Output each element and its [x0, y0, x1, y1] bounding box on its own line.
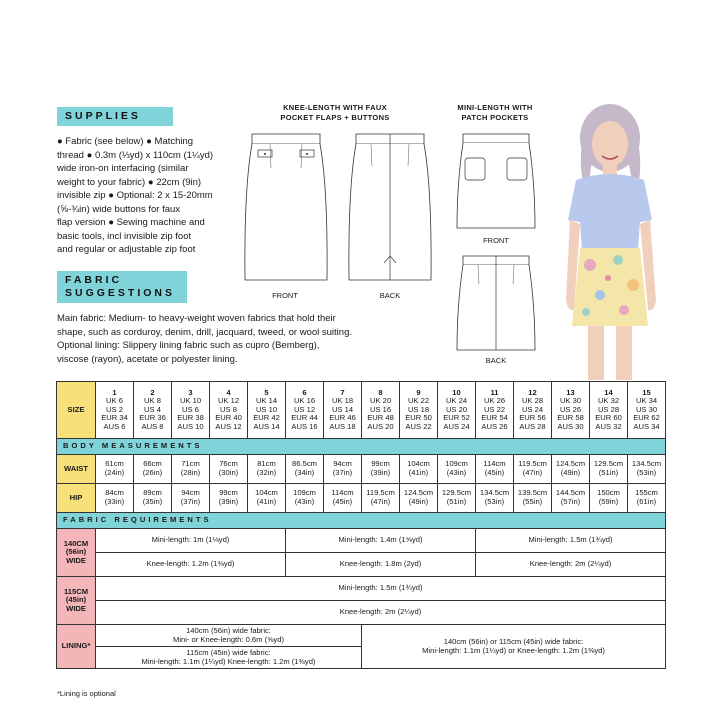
- knee-length-title: KNEE-LENGTH WITH FAUX POCKET FLAPS + BUTTONS: [280, 103, 390, 122]
- size-chart: [56, 381, 666, 669]
- waist-cell: 81cm (32in): [248, 455, 286, 484]
- w140-knee-1: Knee-length: 1.2m (1⅜yd): [96, 553, 286, 577]
- width-140-label: 140CM (56in) WIDE: [57, 529, 96, 577]
- lining-label: LINING*: [57, 625, 96, 669]
- size-label: SIZE: [57, 382, 96, 439]
- hip-cell: 144.5cm (57in): [552, 484, 590, 513]
- waist-cell: 129.5cm (51in): [590, 455, 628, 484]
- waist-cell: 61cm (24in): [96, 455, 134, 484]
- size-cell: 13 UK 30 US 26 EUR 58 AUS 30: [552, 382, 590, 439]
- waist-cell: 124.5cm (49in): [552, 455, 590, 484]
- hip-cell: 129.5cm (51in): [438, 484, 476, 513]
- waist-cell: 109cm (43in): [438, 455, 476, 484]
- waist-cell: 71cm (28in): [172, 455, 210, 484]
- size-cell: 9 UK 22 US 18 EUR 50 AUS 22: [400, 382, 438, 439]
- hip-cell: 119.5cm (47in): [362, 484, 400, 513]
- knee-front-label: FRONT: [272, 291, 298, 300]
- lining-all: 140cm (56in) or 115cm (45in) wide fabric: Mini-length: 1.1m (1¼yd) or Knee-length: 1.2m (1⅜yd): [362, 625, 666, 669]
- hip-cell: 139.5cm (55in): [514, 484, 552, 513]
- knee-back-sketch: [344, 128, 436, 288]
- hip-cell: 114cm (45in): [324, 484, 362, 513]
- hip-cell: 134.5cm (53in): [476, 484, 514, 513]
- w140-mini-3: Mini-length: 1.5m (1¾yd): [476, 529, 666, 553]
- hip-cell: 150cm (59in): [590, 484, 628, 513]
- mini-back-label: BACK: [485, 356, 507, 365]
- knee-back-label: BACK: [379, 291, 401, 300]
- size-cell: 2 UK 8 US 4 EUR 36 AUS 8: [134, 382, 172, 439]
- lining-115: 115cm (45in) wide fabric: Mini-length: 1.1m (1¼yd) Knee-length: 1.2m (1⅜yd): [96, 647, 362, 669]
- waist-cell: 104cm (41in): [400, 455, 438, 484]
- lining-140: 140cm (56in) wide fabric: Mini- or Knee-length: 0.6m (⅝yd): [96, 625, 362, 647]
- waist-cell: 66cm (26in): [134, 455, 172, 484]
- waist-cell: 94cm (37in): [324, 455, 362, 484]
- size-cell: 1 UK 6 US 2 EUR 34 AUS 6: [96, 382, 134, 439]
- waist-cell: 134.5cm (53in): [628, 455, 666, 484]
- w115-knee: Knee-length: 2m (2¼yd): [96, 601, 666, 625]
- size-cell: 5 UK 14 US 10 EUR 42 AUS 14: [248, 382, 286, 439]
- size-cell: 14 UK 32 US 28 EUR 60 AUS 32: [590, 382, 628, 439]
- hip-row: [57, 484, 666, 513]
- size-cell: 7 UK 18 US 14 EUR 46 AUS 18: [324, 382, 362, 439]
- hip-cell: 124.5cm (49in): [400, 484, 438, 513]
- mini-front-label: FRONT: [483, 236, 509, 245]
- waist-cell: 86.5cm (34in): [286, 455, 324, 484]
- knee-front-sketch: [240, 128, 332, 288]
- w140-mini-1: Mini-length: 1m (1⅛yd): [96, 529, 286, 553]
- w140-knee-3: Knee-length: 2m (2¼yd): [476, 553, 666, 577]
- mini-back-sketch: [451, 250, 541, 354]
- size-cell: 4 UK 12 US 8 EUR 40 AUS 12: [210, 382, 248, 439]
- size-cell: 6 UK 16 US 12 EUR 44 AUS 16: [286, 382, 324, 439]
- fabric-suggestions-heading: FABRIC SUGGESTIONS: [57, 271, 187, 303]
- hip-cell: 94cm (37in): [172, 484, 210, 513]
- body-measurements-heading: BODY MEASUREMENTS: [57, 439, 666, 455]
- waist-cell: 76cm (30in): [210, 455, 248, 484]
- size-cell: 12 UK 28 US 24 EUR 56 AUS 28: [514, 382, 552, 439]
- size-cell: 10 UK 24 US 20 EUR 52 AUS 24: [438, 382, 476, 439]
- model-photo: [548, 100, 678, 380]
- waist-cell: 119.5cm (47in): [514, 455, 552, 484]
- size-cell: 15 UK 34 US 30 EUR 62 AUS 34: [628, 382, 666, 439]
- size-cell: 3 UK 10 US 6 EUR 38 AUS 10: [172, 382, 210, 439]
- supplies-text: ● Fabric (see below) ● Matching thread ● 0.3m (⅓yd) x 110cm (1¼yd) wide iron-on interfacing (similar weight to your fabric) ● 22cm (9in) invisible zip ● Optional: 2 x 15-20mm (⅝-¾in) wide buttons for faux flap version ● Sewing machine and basic tools, incl invisible zip foot and regular or adjustable zip foot: [57, 136, 214, 255]
- hip-cell: 104cm (41in): [248, 484, 286, 513]
- width-115-label: 115CM (45in) WIDE: [57, 577, 96, 625]
- hip-cell: 89cm (35in): [134, 484, 172, 513]
- waist-cell: 99cm (39in): [362, 455, 400, 484]
- w115-mini: Mini-length: 1.5m (1¾yd): [96, 577, 666, 601]
- size-cell: 11 UK 26 US 22 EUR 54 AUS 26: [476, 382, 514, 439]
- size-row: [57, 382, 666, 439]
- footnote: *Lining is optional: [57, 689, 116, 698]
- waist-label: WAIST: [57, 455, 96, 484]
- w140-mini-2: Mini-length: 1.4m (1⅝yd): [286, 529, 476, 553]
- supplies-heading: SUPPLIES: [57, 107, 173, 126]
- w140-knee-2: Knee-length: 1.8m (2yd): [286, 553, 476, 577]
- hip-cell: 84cm (33in): [96, 484, 134, 513]
- hip-cell: 99cm (39in): [210, 484, 248, 513]
- mini-length-title: MINI-LENGTH WITH PATCH POCKETS: [457, 103, 533, 122]
- hip-cell: 109cm (43in): [286, 484, 324, 513]
- fabric-suggestions-text: Main fabric: Medium- to heavy-weight woven fabrics that hold their shape, such as corduroy, denim, drill, jacquard, tweed, or wool suiting. Optional lining: Slippery lining fabric such as cupro (Bemberg), viscose (rayon), acetate or polyester lining.: [57, 313, 353, 365]
- waist-cell: 114cm (45in): [476, 455, 514, 484]
- hip-cell: 155cm (61in): [628, 484, 666, 513]
- fabric-requirements-heading: FABRIC REQUIREMENTS: [57, 513, 666, 529]
- hip-label: HIP: [57, 484, 96, 513]
- mini-front-sketch: [451, 128, 541, 232]
- size-cell: 8 UK 20 US 16 EUR 48 AUS 20: [362, 382, 400, 439]
- waist-row: [57, 455, 666, 484]
